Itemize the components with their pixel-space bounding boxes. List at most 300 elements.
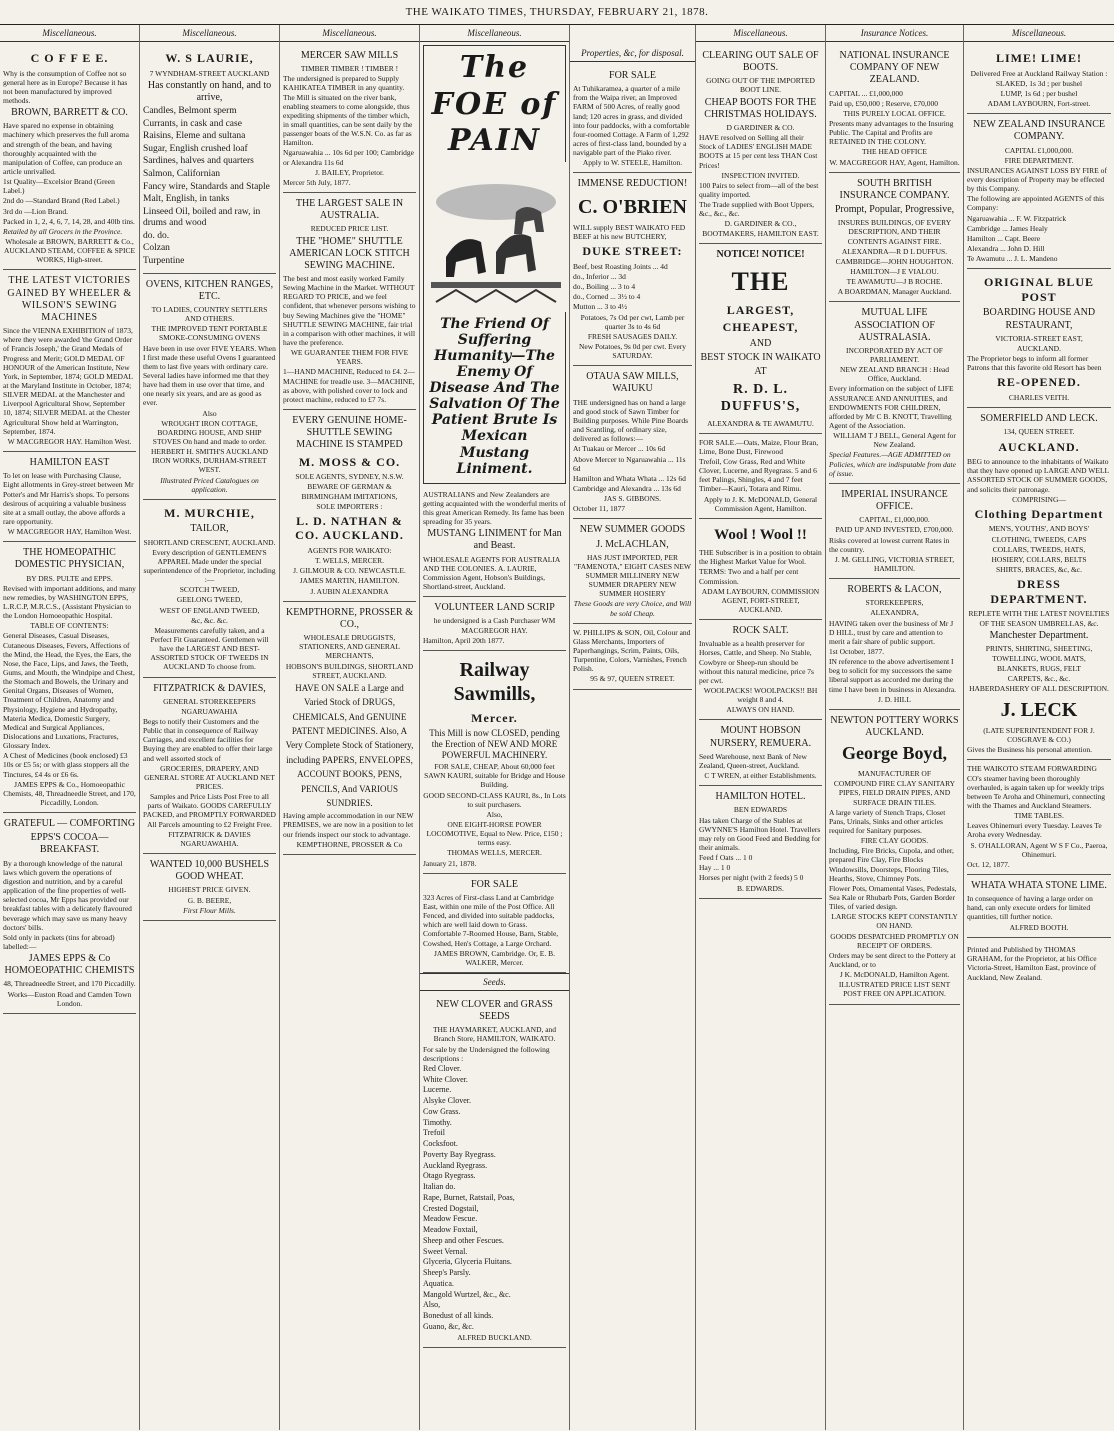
sbi-sign: A BOARDMAN, Manager Auckland. [837, 287, 952, 297]
section-title: Miscellaneous. [420, 25, 569, 42]
rail-body: This Mill is now CLOSED, pending the Erection of NEW AND MORE POWERFUL MACHINERY. [429, 728, 560, 761]
sl-addr: 134, QUEEN STREET. [1003, 427, 1075, 437]
mla-branch: NEW ZEALAND BRANCH : Head Office, Auckland. [839, 365, 949, 384]
waikato-tables: TIME TABLES. [1014, 811, 1064, 821]
phillips-body: W. PHILLIPS & SON, Oil, Colour and Glass Merchants, Importers of Paperhangings, Scrim, Paints, Oils, Turpentine, Colors, Varnishes, French Polish. [573, 627, 691, 674]
mercer-body: The undersigned is prepared to Supply KAHIKATEA TIMBER in any quantity. The Mill is situated on the river bank, enabling steamers to come alongside, thus expediting shipments of the timber which, in small quantities, can be sent daily by the passenger boats of the W.S.N. Co. as far as Hamilton. [283, 74, 413, 148]
clover-item: Aquatica. [423, 1278, 454, 1288]
whata-body: In consequence of having a large order on hand, can only execute orders for limited quantities, till further notice. [967, 894, 1093, 922]
fitz-name: FITZPATRICK & DAVIES, [153, 682, 266, 694]
laurie-item: Linseed Oil, boiled and raw, in drums and wood [143, 206, 261, 229]
rail-sign: THOMAS WELLS, MERCER. [447, 848, 542, 858]
rl-date: 1st October, 1877. [829, 646, 885, 656]
mla-body: Every information on the subject of LIFE ASSURANCE AND ANNUITIES, and ENDOWMENTS FOR CHILDREN, afforded by Mr C B. KNOTT, Travelling Agent of the Association. [829, 384, 954, 431]
toc-body: General Diseases, Casual Diseases, Cutaneous Diseases, Fevers, Affections of the Mind, the Head, the Eyes, the Ears, the Nose, the Face, Lips, and Jaws, the Teeth, Gums, and Mouth, the Windpipe and Chest, the Stomach and Bowels, the Urinary and Genital Organs, Diseases of Women, Treatment of Children, Anatomy and Physiology, Hygiene and Hydropathy, Materia Medica, Domestic Surgery, Medical and Surgical Appliances, Dislocations and Luxations, Fractures, Glossary Index. [3, 631, 135, 751]
obp-reopened: RE-OPENED. [997, 375, 1081, 390]
sl-manchester-item: TOWELLING, WOOL MATS, [992, 654, 1086, 664]
clover-firm: THE HAYMARKET, AUCKLAND, and Branch Store, HAMILTON, WAIKATO. [432, 1025, 557, 1044]
hill-sign: J. D. HILL [878, 694, 911, 704]
murchie-body: Every description of GENTLEMEN'S APPAREL Made under the special superintendence of the Proprietor, including :— [143, 547, 276, 585]
summer-goods-ad [573, 519, 692, 623]
laurie-item: Currants, in cask and case [143, 118, 242, 129]
waikato-forward: THE WAIKOTO STEAM FORWARDING CO's steamer having been thoroughly overhauled, is again taken up for weekly trips between Te Aroha and Ohinemuri, connecting with the Thames and Auckland Steamers. [967, 764, 1106, 810]
scrip-body: he undersigned is a Cash Purchaser WM MACGREGOR HAY. [433, 616, 556, 635]
rl-place: ALEXANDRA, [870, 608, 919, 618]
wheeler-ad [3, 270, 136, 452]
section-title: Miscellaneous. [964, 25, 1114, 42]
shuttle-name: THE "HOME" SHUTTLE AMERICAN LOCK STITCH SEWING MACHINE. [289, 235, 410, 271]
ovens-body: Have been in use over FIVE YEARS. When I first made these useful Ovens I guaranteed them to last five years with ordinary care. Several ladies have informed me that they have had them in use over that time, and one nearly six years, and are as good as ever. [143, 343, 276, 408]
obrien-new: New Potatoes, 9s 0d per cwt. Every SATURDAY. [578, 342, 687, 361]
clover-item: Lucerne. [423, 1085, 452, 1095]
nathan-agents: AGENTS FOR WAIKATO: [307, 546, 392, 556]
murchie-ad [143, 500, 276, 678]
salt-hand: ALWAYS ON HAND. [726, 705, 795, 715]
wheeler-body: Since the VIENNA EXHIBITION of 1873, where they were awarded 'the Grand Order of Francis Joseph,' the Grand Medals of Progress and Merit; GOLD MEDAL OF HONOUR of the American Institute, New York, in September, 1874; GOLD MEDAL at the Maryland Institute in October, 1874; SILVER MEDAL at the Manchester and Liverpool Agricultural Show, September 10, 1874; SILVER MEDAL at the Chester Agricultural Show held at Warrington, September, 1874. [3, 326, 133, 436]
laurie-item: Sugar, English crushed loaf [143, 143, 248, 154]
obrien-price: Mutton ... 3 to 4½ [573, 302, 628, 312]
hotel-feed: Feed f Oats ... 1 0 [699, 853, 753, 863]
boots-cheap: CHEAP BOOTS FOR THE CHRISTMAS HOLIDAYS. [704, 96, 817, 120]
obp-city: AUCKLAND. [1017, 343, 1061, 353]
summer-body2: These Goods are very Choice, and Will be sold Cheap. [573, 599, 692, 618]
nzi-agents-intro: The following are appointed AGENTS of this Company: [967, 194, 1105, 213]
mercer-sign: J. BAILEY, Proprietor. [315, 167, 384, 177]
wool-ad [699, 519, 822, 620]
ovens-catalogue: Illustrated Priced Catalogues on application. [160, 475, 259, 494]
imperial-insurance-ad [829, 484, 960, 579]
clover-item: Sheep's Parsly. [423, 1268, 471, 1278]
obrien-pot: Potatoes, 7s Od per cwt, Lamb per quarter 3s to 4s 6d [580, 312, 685, 331]
duffus-name: R. D. L. DUFFUS'S, [720, 382, 801, 415]
mustang-ad [423, 486, 566, 598]
oats-sign: Apply to J. K. McDONALD, General Commission Agent, Hamilton. [703, 494, 818, 513]
column-5 [570, 25, 696, 1430]
sl-dress-body: REPLETE WITH THE LATEST NOVELTIES OF THE SEASON UMBRELLAS, &c. [968, 609, 1110, 628]
duffus-at: AT [754, 366, 767, 378]
imp-sign: J. M. GELLING, VICTORIA STREET, HAMILTON. [834, 554, 955, 573]
poster-title: The FOE of PAIN [431, 49, 558, 159]
hotel-name: BEN EDWARDS [733, 805, 788, 815]
section-title: Miscellaneous. [0, 25, 139, 42]
clover-item: Cocksfoot. [423, 1139, 458, 1149]
lime-price: SLAKED, 1s 3d ; per bushel [995, 78, 1083, 88]
nic-agent: W. MACGREGOR HAY, Agent, Hamilton. [829, 157, 960, 167]
clover-item: Sweet Vernal. [423, 1246, 468, 1256]
laurie-addr: 7 WYNDHAM-STREET AUCKLAND [149, 68, 270, 78]
fitzpatrick-ad [143, 678, 276, 854]
sbi-title: SOUTH BRITISH INSURANCE COMPANY. [839, 177, 950, 201]
imp-capital: CAPITAL, £1,000,000. [859, 515, 930, 525]
waikato-forwarding-ad [967, 760, 1111, 875]
salt-wool: WOOLPACKS! WOOLPACKS!! BH weight 8 and 4. [703, 686, 818, 705]
poster-sub: The Friend Of Suffering Humanity—The Enemy Of Disease And The Salvation Of The Patient Brute Is Mexican Mustang Liniment. [429, 315, 560, 477]
section-title: Insurance Notices. [826, 25, 963, 42]
obrien-ad [573, 173, 692, 366]
mustang-title: MUSTANG LINIMENT for Man and Beast. [427, 528, 562, 552]
boyd-body: A large variety of Stench Traps, Closet Pans, Urinals, Sinks and other articles required for Sanitary purposes. [829, 807, 946, 835]
summer-body: HAS JUST IMPORTED, PER "FAMENOTA," EIGHT CASES NEW SUMMER MILLINERY NEW SUMMER DRAPERY NEW SUMMER HOSIERY [574, 552, 691, 599]
boyd-trade: MANUFACTURER OF [858, 769, 931, 779]
clover-item: Red Clover. [423, 1063, 462, 1073]
nzi-capital: CAPITAL £1,000,000. [1004, 145, 1074, 155]
cambridge-sign: JAMES BROWN, Cambridge. Or, E. B. WALKER, Mercer. [434, 948, 555, 967]
sl-clothing-item: HOSIERY, COLLARS, BELTS [991, 554, 1087, 564]
clover-sign: ALFRED BUCKLAND. [457, 1332, 532, 1342]
hill-body: IN reference to the above advertisement I beg to solicit for my successors the same liberal support as accorded me during the time I have been in business in Alexandra. [829, 657, 957, 694]
moss-agents: SOLE AGENTS, SYDNEY, N.S.W. [295, 472, 404, 482]
nic-capital: CAPITAL ... £1,000,000 [829, 88, 903, 98]
otaua-date: October 11, 1877 [573, 504, 626, 514]
sl-clothing-item: MEN'S, YOUTHS', AND BOYS' [988, 524, 1090, 534]
sl-city: AUCKLAND. [998, 439, 1080, 454]
clover-item: Poverty Bay Ryegrass. [423, 1149, 496, 1159]
rail-sale: FOR SALE, CHEAP, About 60,000 feet SAWN KAURI, suitable for Bridge and House Building. [424, 762, 565, 790]
properties-title: Properties, &c, for disposal. [570, 45, 695, 62]
kempthorne-body2: Having ample accommodation in our NEW PREMISES, we are now in a position to let our friends inspect our stock to advantage. [283, 811, 414, 839]
nzi-agent: Ngaruawahia ... F. W. Fitzpatrick [967, 213, 1067, 223]
nursery-title: MOUNT HOBSON NURSERY, REMUERA. [709, 725, 812, 749]
summer-title: NEW SUMMER GOODS [579, 524, 686, 536]
oats-ad [699, 434, 822, 519]
roberts-lacon-ad [829, 579, 960, 710]
obrien-price: do., Boiling ... 3 to 4 [573, 282, 636, 292]
boyd-clay: FIRE CLAY GOODS. [860, 836, 929, 846]
clover-item: Timothy. [423, 1117, 452, 1127]
scrip-ad [423, 597, 566, 651]
sbi-agent: TE AWAMUTU—J B ROCHE. [846, 277, 943, 287]
blue-post-ad [967, 269, 1111, 408]
wanted-firm: G. B. BEERE, [187, 895, 232, 905]
column-7 [826, 25, 964, 1430]
section-title: Miscellaneous. [280, 25, 419, 42]
boots-trade: The Trade supplied with Boot Uppers, &c., &c., &c. [699, 200, 814, 219]
nzi-agent: Cambridge ... James Healy [967, 223, 1048, 233]
mutual-life-ad [829, 302, 960, 484]
obrien-price: do., Inferior ... 3d [573, 272, 626, 282]
duffus-best: BEST STOCK IN WAIKATO [700, 352, 821, 364]
sbi-body: INSURES BUILDINGS, OF EVERY DESCRIPTION, AND THEIR CONTENTS AGAINST FIRE. [837, 218, 952, 246]
laurie-item: Fancy wire, Standards and Staple [143, 181, 270, 192]
sl-comprising: COMPRISING— [1012, 494, 1066, 504]
obrien-sausage: FRESH SAUSAGES DAILY. [587, 331, 678, 341]
moss-beware: BEWARE OF GERMAN & BIRMINGHAM IMITATIONS, [301, 482, 398, 501]
hotel-ad [699, 786, 822, 898]
notice-heading: NOTICE! NOTICE! [716, 248, 805, 260]
cocoa-sold: Sold only in packets (tins for abroad) labelled:— [3, 932, 115, 951]
nathan-agent: JAMES MARTIN, HAMILTON. [299, 576, 400, 586]
clover-item: Crested Dogstail, [423, 1203, 479, 1213]
lime-sign: ADAM LAYBOURN, Fort-street. [987, 99, 1091, 109]
salt-body: Invaluable as a health preserver for Horses, Cattle, and Sheep. No Stable, Cowbyre or Sheep-run should be without this natural medicine, price 7s per cwt. [699, 639, 814, 685]
shuttle-warranty: WE GUARANTEE THEM FOR FIVE YEARS. [290, 348, 409, 367]
murchie-name: M. MURCHIE, [164, 505, 255, 520]
nzi-agent: Te Awamutu ... J. L. Mandeno [967, 254, 1058, 264]
murchie-item: GEELONG TWEED, [176, 595, 243, 605]
sl-title: SOMERFIELD AND LECK. [980, 413, 1098, 425]
coffee-body2: Have spared no expense in obtaining machinery which preserves the full aroma and strength of the bean, and having thoroughly acquainted with the manipulation of Coffee, can produce an article unrivalled. [3, 121, 129, 177]
nzi-agent: Alexandra ... John D. Hill [967, 243, 1045, 253]
ovens-title: OVENS, KITCHEN RANGES, ETC. [145, 278, 274, 302]
nic-title: NATIONAL INSURANCE COMPANY OF NEW ZEALAND. [839, 49, 950, 86]
boots-pairs: 100 Pairs to select from—all of the best quality imported. [699, 180, 819, 199]
laurie-item: Turpentine [143, 256, 185, 267]
genuine-title: EVERY GENUINE HOME-SHUTTLE SEWING MACHINE IS STAMPED [292, 415, 407, 451]
nic-body: Presents many advantages to the Insuring Public. The Capital and Profits are RETAINED IN THE COLONY. [829, 118, 954, 147]
phillips-ad [573, 624, 692, 690]
obrien-street: DUKE STREET: [582, 244, 683, 259]
ovens-also: Also [202, 408, 217, 418]
section-title: Miscellaneous. [140, 25, 279, 42]
column-3 [280, 25, 420, 1430]
hotel-feed: Horses per night (with 2 feeds) 5 0 [699, 873, 804, 883]
clover-item: Rape, Burnet, Ratstail, Poas, [423, 1192, 515, 1202]
boots-body: HAVE resolved on Selling all their Stock of LADIES' ENGLISH MADE BOOTS at 15 per cent less THAN Cost Prices! [699, 133, 818, 170]
column-2 [140, 25, 280, 1430]
obrien-title: IMMENSE REDUCTION! [577, 178, 688, 190]
sl-haber: HABERDASHERY OF ALL DESCRIPTION. [969, 684, 1109, 694]
murchie-body2: Measurements carefully taken, and a Perfect Fit Guaranteed. Gentlemen will have the LARGEST AND BEST-ASSORTED STOCK OF TWEEDS IN AUCKLAND To choose from. [150, 625, 269, 672]
shuttle-models: 1—HAND MACHINE, Reduced to £4. 2—MACHINE for treadle use. 3—MACHINE, as above, with polished cover to lock and protect machine, reduced to £7 7s. [283, 367, 415, 404]
cocoa-addr: 48, Threadneedle Street, and 170 Piccadilly. [3, 979, 136, 989]
clover-item: Also, [423, 1300, 441, 1310]
fitz-trade: GENERAL STOREKEEPERS [163, 696, 256, 706]
hotel-body: Has taken Charge of the Stables at GWYNNE'S Hamilton Hotel. Travellers may rely on Good Feed and Bedding for their animals. [699, 815, 821, 852]
masthead-header: THE WAIKATO TIMES, THURSDAY, FEBRUARY 21, 1878. [0, 0, 1114, 25]
otaua-price: Cambridge and Alexandra ... 13s 6d [573, 483, 681, 493]
nic-office: THIS PURELY LOCAL OFFICE. [843, 108, 946, 118]
coffee-body: Why is the consumption of Coffee not so general here as in Europe? Because it has not been manufactured by improved methods. [3, 68, 128, 106]
sl-manchester: Manchester Department. [989, 629, 1089, 641]
hamilton-body: To let on lease with Purchasing Clause, Eight allotments in Grey-street between Mr Potter's and Mr Harris's shops. To persons desirous of acquiring a valuable business site at a small outlay, the above affords a rare opportunity. [3, 471, 134, 526]
boyd-orders: Orders may be sent direct to the Pottery at Auckland, or to [829, 950, 956, 969]
coffee-grade: 2nd do —Standard Brand (Red Label.) [3, 196, 120, 206]
boyd-agent: J K. McDONALD, Hamilton Agent. [839, 970, 950, 980]
rail-loco: ONE EIGHT-HORSE POWER LOCOMOTIVE, Equal to New. Price, £150 ; terms easy. [426, 819, 563, 848]
homeo-by: BY DRS. PULTE and EPPS. [26, 573, 113, 583]
props-body: At Tuhikaramea, a quarter of a mile from the Waipa river, an Improved FARM of 500 Acres, of really good land; 120 acres in grass, and divided into four paddocks, with a comfortable four-roomed Cottage. A Farm of 1,292 acres of first-class land, bounded by a navigable part of the Piako river. [573, 84, 690, 158]
salt-title: ROCK SALT. [732, 625, 789, 637]
salt-ad [699, 620, 822, 720]
nathan-agent: T. WELLS, MERCER. [314, 556, 385, 566]
boots-ad [699, 45, 822, 244]
boyd-clay-body: Including, Fire Bricks, Cupola, and other, prepared Fire Clay, Fire Blocks Windowsills, Doorsteps, Flooring Tiles, Hearths, Stove, Chimney Pots. [829, 846, 954, 883]
mla-title: MUTUAL LIFE ASSOCIATION OF AUSTRALASIA. [854, 307, 935, 343]
cocoa-body: By a thorough knowledge of the natural laws which govern the operations of digestion and nutrition, and by a careful application of the fine properties of well-selected cocoa, Mr Epps has provided our breakfast tables with a delicately flavoured beverage which may save us many heavy doctors' bills. [3, 858, 132, 932]
hamilton-east-ad [3, 452, 136, 542]
props-sale: FOR SALE [609, 69, 656, 81]
coffee-ad [3, 45, 136, 270]
genuine-shuttle-ad [283, 410, 416, 602]
oats-body: Trefoil, Cow Grass, Red and White Clover, Lucerne, and Ryegrass. 5 and 6 feet Palings, Shingles, 4 and 7 feet Timber—Kauri, Totara and Rimu. [699, 456, 817, 494]
duffus-largest: LARGEST, [726, 302, 795, 317]
oats-title: FOR SALE.—Oats, Maize, Flour Bran, Lime, Bone Dust, Firewood [699, 437, 819, 456]
boyd-goods: COMPOUND FIRE CLAY SANITARY PIPES, FIELD DRAIN PIPES, AND SURFACE DRAIN TILES. [833, 779, 956, 807]
nursery-ad [699, 720, 822, 786]
mercer-date: Mercer 5th July, 1877. [283, 177, 351, 187]
moss-importers: SOLE IMPORTERS : [316, 501, 383, 511]
national-insurance-ad [829, 45, 960, 173]
laurie-item: do. do. [143, 230, 170, 241]
kempthorne-name: KEMPTHORNE, PROSSER & CO., [286, 606, 413, 630]
rail-title: Railway Sawmills, [453, 658, 536, 706]
leck-body: Gives the Business his personal attention. [967, 745, 1092, 755]
homeopathic-ad [3, 542, 136, 813]
cambridge-sale-ad [423, 874, 566, 973]
properties-ad [573, 65, 692, 173]
wool-title: Wool ! Wool !! [714, 526, 807, 543]
nzi-title: NEW ZEALAND INSURANCE COMPANY. [972, 119, 1106, 143]
lime-price: LUMP, 1s 6d ; per bushel [1000, 88, 1078, 98]
rl-trade: STOREKEEPERS, [865, 598, 924, 608]
lime-body: Delivered Free at Auckland Railway Station : [970, 68, 1108, 78]
ovens-also-body: WROUGHT IRON COTTAGE, BOARDING HOUSE, AND SHIP STOVES On hand and made to order. [152, 418, 267, 446]
clover-item: Auckland Ryegrass. [423, 1160, 488, 1170]
murchie-item: WEST OF ENGLAND TWEED, [159, 605, 260, 615]
toc-title: TABLE OF CONTENTS: [30, 621, 109, 631]
otaua-price: Hamilton and Whata Whata ... 12s 6d [573, 473, 686, 483]
mla-inc: INCORPORATED BY ACT OF PARLIAMENT. [846, 345, 943, 365]
mustang-poster [423, 45, 566, 484]
leck-late: (LATE SUPERINTENDENT FOR J. COSGRAVE & CO.) [983, 725, 1095, 745]
imp-paid: PAID UP AND INVESTED, £700,000. [835, 525, 954, 535]
sbi-motto: Prompt, Popular, Progressive, [834, 204, 955, 216]
mla-features: Special Features.—AGE ADMITTED on Policies, which are indisputable from date of issue. [829, 450, 956, 478]
cocoa-firm: JAMES EPPS & Co HOMOEOPATHIC CHEMISTS [4, 953, 135, 977]
sl-manchester-item: PRINTS, SHIRTING, SHEETING, [985, 643, 1093, 653]
hamilton-title: HAMILTON EAST [29, 457, 110, 469]
nathan-agent: J. GILMOUR & CO. NEWCASTLE. [293, 566, 406, 576]
murchie-item: SCOTCH TWEED, [179, 585, 240, 595]
rail-date: January 21, 1878. [423, 858, 477, 868]
wool-body: THE Subscriber is in a position to obtain the Highest Market Value for Wool. [699, 548, 822, 567]
wheat-ad [143, 854, 276, 921]
boyd-pots: Flower Pots, Ornamental Vases, Pedestals, Sea Kale or Rhubarb Pots, Garden Border Tiles, of varied design. [829, 883, 957, 912]
nathan-name: L. D. NATHAN & CO. AUCKLAND. [295, 513, 404, 543]
clover-item: Bonedust of all kinds. [423, 1311, 494, 1321]
scrip-title: VOLUNTEER LAND SCRIP [434, 602, 555, 614]
coffee-grade: 3rd do —Lion Brand. [3, 206, 68, 216]
clover-item: Trefoil [423, 1128, 445, 1138]
rl-body: HAVING taken over the business of Mr J D HILL, trust by care and attention to merit a fair share of public support. [829, 618, 954, 646]
clover-item: Sheep and other Fescues. [423, 1235, 504, 1245]
railway-sawmills-ad [423, 651, 566, 874]
obp-sub: BOARDING HOUSE AND RESTAURANT, [982, 307, 1096, 331]
rl-title: ROBERTS & LACON, [847, 584, 942, 596]
nic-paid: Paid up, £50,000 ; Reserve, £70,000 [829, 98, 938, 108]
clover-item: Meadow Foxtail, [423, 1225, 478, 1235]
rail-place: Mercer. [471, 710, 518, 725]
clover-item: Italian do. [423, 1182, 456, 1192]
fitz-goods: GROCERIES, DRAPERY, AND GENERAL STORE AT AUCKLAND NET PRICES. [144, 763, 275, 792]
cambridge-body: 323 Acres of First-class Land at Cambridge East, within one mile of the Post Office. All Fenced, and divided into suitable paddocks, which are well laid down to Grass. Comfortable 7-Roomed House, Barn, Stable, Cowshed, Hen's Cottage, a Large Orchard. [423, 892, 559, 948]
obrien-body: WILL supply BEST WAIKATO FED BEEF at his new BUTCHERY, [573, 222, 686, 242]
kempthorne-body: WHOLESALE DRUGGISTS, STATIONERS, AND GENERAL MERCHANTS, [299, 633, 400, 661]
rail-good: GOOD SECOND-CLASS KAURI, 8s., In Lots to suit purchasers. [423, 790, 566, 809]
scrip-date: Hamilton, April 20th 1877. [423, 635, 505, 645]
clover-seeds-ad [423, 994, 566, 1348]
duffus-ad [699, 244, 822, 434]
mustang-body: AUSTRALIANS and New Zealanders are getting acquainted with the wonderful merits of this great American Remedy. Its fame has been spreading for 35 years. [423, 489, 566, 527]
waikato-times: Leaves Ohinemuri every Tuesday. Leaves Te Aroha every Wednesday. [967, 821, 1102, 840]
sl-manchester-item: CARPETS, &c., &c. [1007, 674, 1071, 684]
sl-manchester-item: BLANKETS, RUGS, FELT [997, 664, 1081, 674]
clover-intro: For sale by the Undersigned the following descriptions : [423, 1044, 550, 1063]
laurie-item: Salmon, Californian [143, 169, 221, 179]
obp-body: The Proprietor begs to inform all former Patrons that this favorite old Resort has been [967, 354, 1102, 373]
cocoa-title: GRATEFUL — COMFORTING [3, 818, 136, 830]
fitz-body: Begs to notify their Customers and the Public that in consequence of Railway Carriages, and excellent facilities for Buying they are enabled to offer their large and well assorted stock of [143, 717, 273, 763]
columns [0, 25, 1114, 1430]
moss-name: M. MOSS & CO. [298, 454, 401, 469]
boots-sign: D. GARDINER & CO., BOOTMAKERS, HAMILTON EAST. [702, 219, 819, 238]
otaua-title: OTAUA SAW MILLS, WAIUKU [586, 371, 679, 395]
mla-sign: WILLIAM T J BELL, General Agent for New Zealand. [833, 431, 956, 450]
coffee-grade: 1st Quality—Excelsior Brand (Green Label.) [3, 177, 115, 196]
boyd-list: ILLUSTRATED PRICE LIST SENT POST FREE ON APPLICATION. [838, 980, 951, 999]
otaua-body: THE undersigned has on hand a large and good stock of Sawn Timber for Building purposes. While Pine Boards and Scantling, of ordinary size, delivered as follows:— [573, 397, 689, 444]
summer-firm: J. McLACHLAN, [596, 538, 669, 550]
sl-clothing-item: CLOTHING, TWEEDS, CAPS [991, 534, 1087, 544]
sl-clothing-item: COLLARS, TWEEDS, HATS, [992, 544, 1086, 554]
laurie-item: Malt, English, in tanks [143, 194, 230, 205]
mercer-title: MERCER SAW MILLS [300, 49, 399, 61]
sbi-agent: HAMILTON—J E VIALOU. [850, 266, 939, 276]
imp-title: IMPERIAL INSURANCE OFFICE. [841, 488, 948, 513]
npw-title: NEWTON POTTERY WORKS AUCKLAND. [830, 714, 959, 739]
duffus-places: ALEXANDRA & TE AWAMUTU. [707, 418, 814, 428]
homeo-price: A Chest of Medicines (book enclosed) £3 10s or £5 5s; or with glass stoppers all the Tinctures, £4 4s or £6 6s. [3, 751, 130, 779]
cambridge-title: FOR SALE [471, 878, 518, 890]
hotel-feed: Hay ... 1 0 [699, 863, 731, 873]
rail-also: Also, [486, 809, 503, 819]
otaua-ad [573, 366, 692, 519]
coffee-title: C O F F E E. [30, 50, 109, 65]
obp-title: ORIGINAL BLUE POST [983, 275, 1095, 304]
cocoa-sub: EPPS'S COCOA—BREAKFAST. [30, 832, 109, 856]
nzi-body: INSURANCES AGAINST LOSS BY FIRE of every description of Property may be effected by this Company. [967, 165, 1107, 194]
epps-firm: JAMES EPPS & Co., Homoeopathic Chemists, 48, Threadneedle Street, and 170, Piccadilly, London. [3, 779, 136, 807]
whata-lime-ad [967, 875, 1111, 938]
boots-inspect: INSPECTION INVITED. [721, 170, 800, 180]
waikato-date: Oct. 12, 1877. [967, 859, 1010, 869]
clover-item: Glyceria, Glyceria Fluitans. [423, 1257, 512, 1267]
wheeler-title: THE LATEST VICTORIES GAINED BY WHEELER & WILSON'S SEWING MACHINES [7, 275, 132, 324]
shuttle-reduced: REDUCED PRICE LIST. [310, 224, 389, 234]
coffee-packed: Packed in 1, 2, 4, 6, 7, 14, 28, and 40lb tins. [3, 216, 135, 226]
column-4 [420, 25, 570, 1430]
nzi-agent: Hamilton ... Capt. Beere [967, 233, 1041, 243]
mercer-sub: TIMBER TIMBER ! TIMBER ! [300, 64, 399, 74]
south-british-ad [829, 173, 960, 303]
laurie-ad [143, 45, 276, 274]
laurie-name: W. S LAURIE, [165, 50, 254, 65]
nz-insurance-ad [967, 114, 1111, 269]
phillips-addr: 95 & 97, QUEEN STREET. [590, 674, 675, 684]
kempthorne-ad [283, 602, 416, 855]
ovens-firm: HERBERT H. SMITH'S AUCKLAND IRON WORKS, DURHAM-STREET WEST. [150, 447, 269, 475]
hamilton-agent: W MACGREGOR HAY, Hamilton West. [7, 527, 132, 537]
horses-illustration-icon [426, 162, 566, 312]
cocoa-ad [3, 813, 136, 1014]
boyd-name: George Boyd, [842, 743, 947, 764]
laurie-item: Colzan [143, 243, 170, 254]
nic-head: THE HEAD OFFICE [862, 147, 927, 157]
obrien-price: do., Corned ... 3½ to 4 [573, 292, 641, 302]
wanted-title: WANTED 10,000 BUSHELS GOOD WHEAT. [149, 859, 270, 883]
somerfield-leck-ad [967, 408, 1111, 760]
hotel-title: HAMILTON HOTEL. [715, 791, 806, 803]
